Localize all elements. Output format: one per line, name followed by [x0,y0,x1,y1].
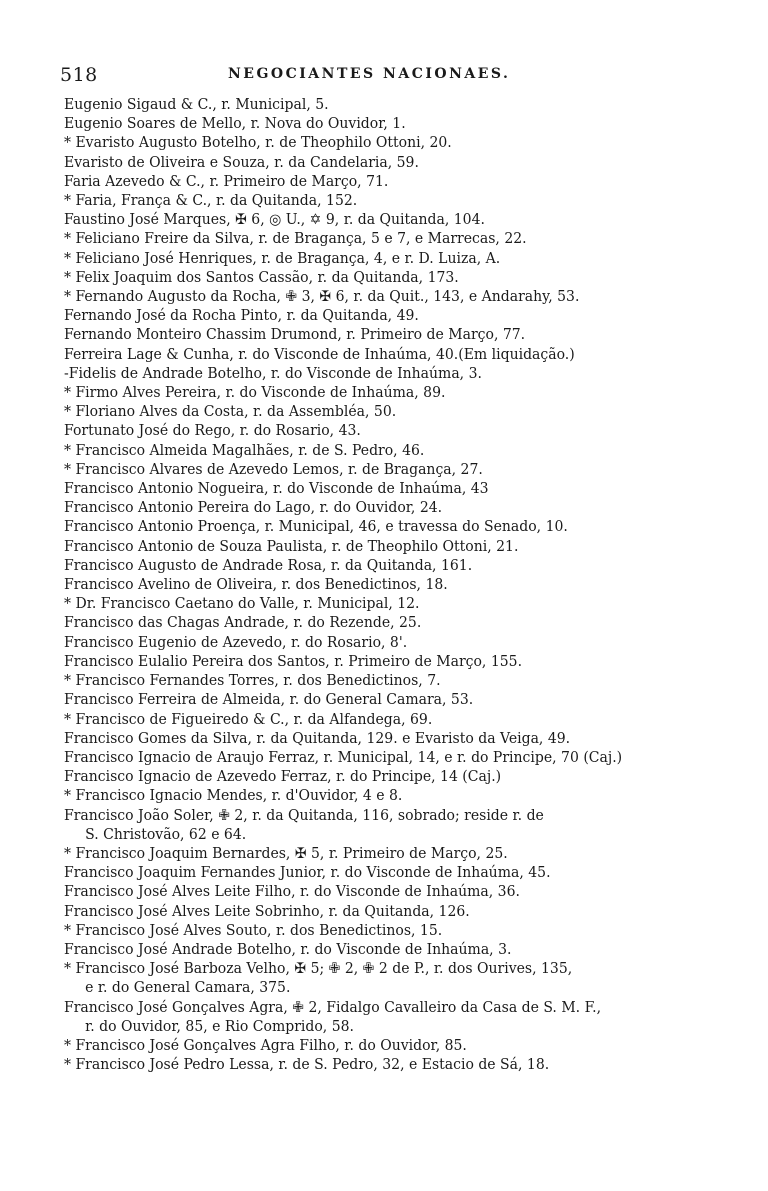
list-item: Fortunato José do Rego, r. do Rosario, 43. [64,422,361,440]
list-item: * Francisco de Figueiredo & C., r. da Alfandega, 69. [64,710,433,728]
list-item: * Feliciano José Henriques, r. de Bragança, 4, e r. D. Luiza, A. [64,249,501,267]
list-item: Fernando Monteiro Chassim Drumond, r. Primeiro de Março, 77. [64,326,526,344]
list-item: * Francisco Fernandes Torres, r. dos Benedictinos, 7. [64,672,441,690]
list-item-continuation: S. Christovão, 62 e 64. [85,825,247,843]
list-item: Francisco Antonio Nogueira, r. do Visconde de Inhaúma, 43 [64,480,489,498]
list-item: * Firmo Alves Pereira, r. do Visconde de Inhaúma, 89. [64,384,446,402]
list-item: * Francisco Ignacio Mendes, r. d'Ouvidor, 4 e 8. [64,787,403,805]
list-item: Francisco das Chagas Andrade, r. do Rezende, 25. [64,614,422,632]
list-item: * Francisco José Gonçalves Agra Filho, r. do Ouvidor, 85. [64,1036,467,1054]
list-item: Francisco Eulalio Pereira dos Santos, r. Primeiro de Março, 155. [64,652,523,670]
list-item: Fernando José da Rocha Pinto, r. da Quitanda, 49. [64,307,419,325]
list-item: Francisco Ferreira de Almeida, r. do General Camara, 53. [64,691,474,709]
list-item: * Francisco Almeida Magalhães, r. de S. Pedro, 46. [64,441,425,459]
list-item: Evaristo de Oliveira e Souza, r. da Candelaria, 59. [64,153,419,171]
list-item-continuation: e r. do General Camara, 375. [85,979,291,997]
list-item: Francisco Antonio Proença, r. Municipal, 46, e travessa do Senado, 10. [64,518,568,536]
list-item: Francisco Gomes da Silva, r. da Quitanda, 129. e Evaristo da Veiga, 49. [64,729,571,747]
list-item: Eugenio Sigaud & C., r. Municipal, 5. [64,96,329,113]
list-item: * Faria, França & C., r. da Quitanda, 152. [64,192,358,210]
list-item: * Felix Joaquim dos Santos Cassão, r. da Quitanda, 173. [64,268,459,286]
list-item: Francisco Antonio de Souza Paulista, r. de Theophilo Ottoni, 21. [64,537,519,555]
page-header [60,58,710,88]
list-item: * Fernando Augusto da Rocha, ✙ 3, ✠ 6, r. da Quit., 143, e Andarahy, 53. [64,288,580,306]
list-item: Eugenio Soares de Mello, r. Nova do Ouvidor, 1. [64,115,406,133]
list-item: * Francisco Joaquim Bernardes, ✠ 5, r. Primeiro de Março, 25. [64,844,508,862]
list-item: Francisco Ignacio de Araujo Ferraz, r. Municipal, 14, e r. do Principe, 70 (Caj.) [64,748,623,766]
list-item: Francisco José Gonçalves Agra, ✙ 2, Fidalgo Cavalleiro da Casa de S. M. F., [64,998,602,1016]
directory-list [64,95,724,1074]
list-item: * Evaristo Augusto Botelho, r. de Theophilo Ottoni, 20. [64,134,452,152]
list-item: Francisco José Alves Leite Filho, r. do Visconde de Inhaúma, 36. [64,883,520,901]
list-item: Francisco Ignacio de Azevedo Ferraz, r. do Principe, 14 (Caj.) [64,768,502,786]
list-item: Francisco Joaquim Fernandes Junior, r. do Visconde de Inhaúma, 45. [64,864,551,882]
list-item: Francisco João Soler, ✙ 2, r. da Quitanda, 116, sobrado; reside r. de [64,806,544,824]
list-item-continuation: r. do Ouvidor, 85, e Rio Comprido, 58. [85,1017,354,1035]
running-title: NEGOCIANTES NACIONAES. [228,66,511,82]
list-item: * Floriano Alves da Costa, r. da Assembléa, 50. [64,403,397,421]
list-item: * Francisco José Alves Souto, r. dos Benedictinos, 15. [64,921,443,939]
list-item: Francisco José Andrade Botelho, r. do Visconde de Inhaúma, 3. [64,940,512,958]
list-item: * Francisco Alvares de Azevedo Lemos, r. de Bragança, 27. [64,460,483,478]
list-item: Francisco Eugenio de Azevedo, r. do Rosario, 8'. [64,633,408,651]
list-item: Ferreira Lage & Cunha, r. do Visconde de Inhaúma, 40.(Em liquidação.) [64,345,575,363]
list-item: * Francisco José Pedro Lessa, r. de S. Pedro, 32, e Estacio de Sá, 18. [64,1056,550,1074]
page-number: 518 [60,64,98,86]
list-item: * Francisco José Barboza Velho, ✠ 5; ✙ 2, ✙ 2 de P., r. dos Ourives, 135, [64,960,573,978]
list-item: Francisco José Alves Leite Sobrinho, r. da Quitanda, 126. [64,902,470,920]
list-item: Faria Azevedo & C., r. Primeiro de Março, 71. [64,172,389,190]
list-item: * Feliciano Freire da Silva, r. de Bragança, 5 e 7, e Marrecas, 22. [64,230,527,248]
list-item: Francisco Antonio Pereira do Lago, r. do Ouvidor, 24. [64,499,443,517]
list-item: Francisco Augusto de Andrade Rosa, r. da Quitanda, 161. [64,556,473,574]
list-item: Faustino José Marques, ✠ 6, ◎ U., ✡ 9, r. da Quitanda, 104. [64,211,485,229]
list-item: * Dr. Francisco Caetano do Valle, r. Municipal, 12. [64,595,420,613]
list-item: Francisco Avelino de Oliveira, r. dos Benedictinos, 18. [64,576,448,594]
list-item: -Fidelis de Andrade Botelho, r. do Visconde de Inhaúma, 3. [64,364,482,382]
